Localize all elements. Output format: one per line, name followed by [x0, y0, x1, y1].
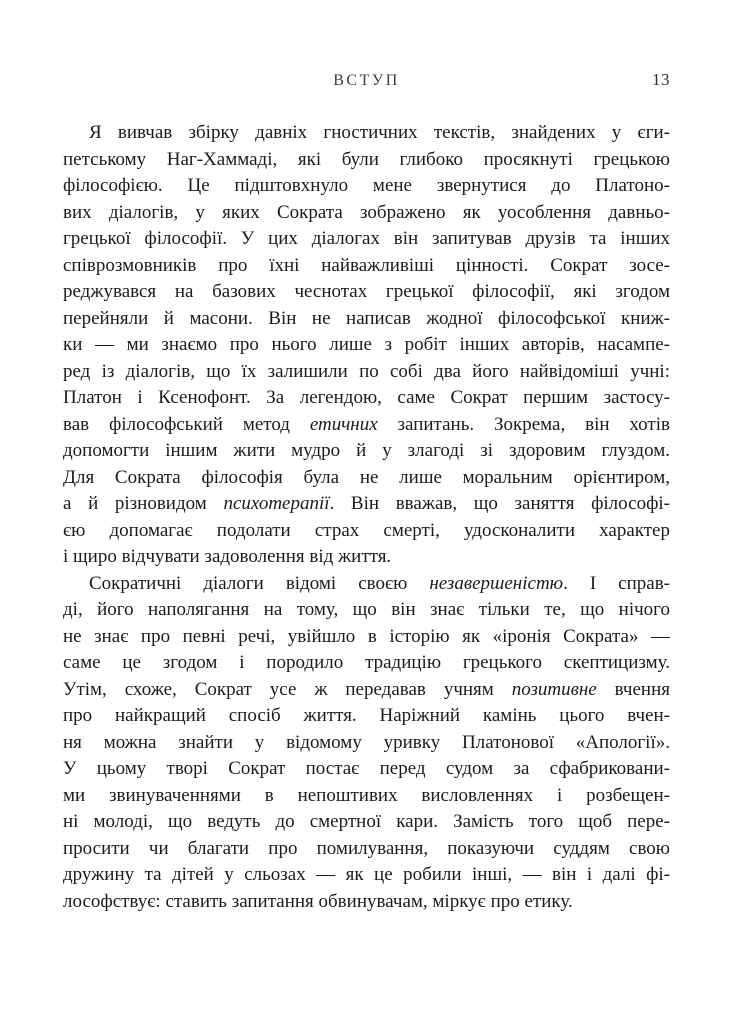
text-line: просити чи благати про помилування, показуючи суддям свою [63, 837, 670, 859]
text-line: реджувався на базових чеснотах грецької філософії, які згодом [63, 281, 670, 302]
text-line: грецької філософії. У цих діалогах він запитував друзів та інших [63, 228, 670, 249]
text-line: Утім, схоже, Сократ усе ж передавав учням позитивне вчення [63, 678, 670, 700]
text-line: вих діалогів, у яких Сократа зображено як уособлення давньо- [63, 201, 670, 223]
text-line: не знає про певні речі, увійшло в історію як «іронія Сократа» — [63, 625, 670, 647]
text-line: ня можна знайти у відомому уривку Платонової «Апології». [63, 731, 670, 753]
text-line: ки — ми знаємо про нього лише з робіт інших авторів, насампе- [63, 334, 670, 355]
text-line: перейняли й масони. Він не написав жодної філософської книж- [63, 307, 670, 329]
text-line: філософією. Це підштовхнуло мене звернутися до Платоно- [63, 175, 670, 196]
text-line: єю допомагає подолати страх смерті, удосконалити характер [63, 519, 670, 541]
paragraph [63, 120, 670, 571]
body-text [63, 120, 670, 915]
text-line: допомогти іншим жити мудро й у злагоді зі здоровим глуздом. [63, 440, 670, 461]
page-header [63, 72, 670, 94]
text-line: вав філософський метод етичних запитань. Зокрема, він хотів [63, 413, 670, 435]
text-line: про найкращий спосіб життя. Наріжний камінь цього вчен- [63, 705, 670, 726]
text-line: саме це згодом і породило традицію грецького скептицизму. [63, 652, 670, 673]
text-line: і щиро відчувати задоволення від життя. [63, 546, 392, 567]
text-line: Сократичні діалоги відомі своєю незавершеністю. І справ- [89, 572, 670, 594]
text-line: Платон і Ксенофонт. За легендою, саме Сократ першим застосу- [63, 387, 670, 408]
text-line: Я вивчав збірку давніх гностичних текстів, знайдених у єги- [89, 122, 670, 143]
text-line: ні молоді, що ведуть до смертної кари. Замість того щоб пере- [63, 811, 670, 832]
text-line: У цьому творі Сократ постає перед судом за сфабриковани- [63, 758, 670, 779]
running-title: ВСТУП [333, 72, 400, 89]
text-line: співрозмовників про їхні найважливіші цінності. Сократ зосе- [63, 254, 670, 276]
text-line: ді, його наполягання на тому, що він знає тільки те, що нічого [63, 599, 670, 620]
text-line: лософствує: ставить запитання обвинувачам, міркує про етику. [63, 890, 573, 912]
text-line: дружину та дітей у сльозах — як це робили інші, — він і далі фі- [63, 864, 670, 885]
text-line: Для Сократа філософія була не лише моральним орієнтиром, [63, 466, 670, 488]
text-line: ми звинуваченнями в непоштивих висловленнях і розбещен- [63, 784, 670, 806]
text-line: а й різновидом психотерапії. Він вважав, що заняття філософі- [63, 493, 670, 514]
text-line: петському Наг-Хаммаді, які були глибоко просякнуті грецькою [63, 148, 670, 170]
text-line: ред із діалогів, що їх залишили по собі два його найвідоміші учні: [63, 360, 670, 382]
page-number: 13 [652, 70, 670, 89]
paragraph [63, 571, 670, 916]
